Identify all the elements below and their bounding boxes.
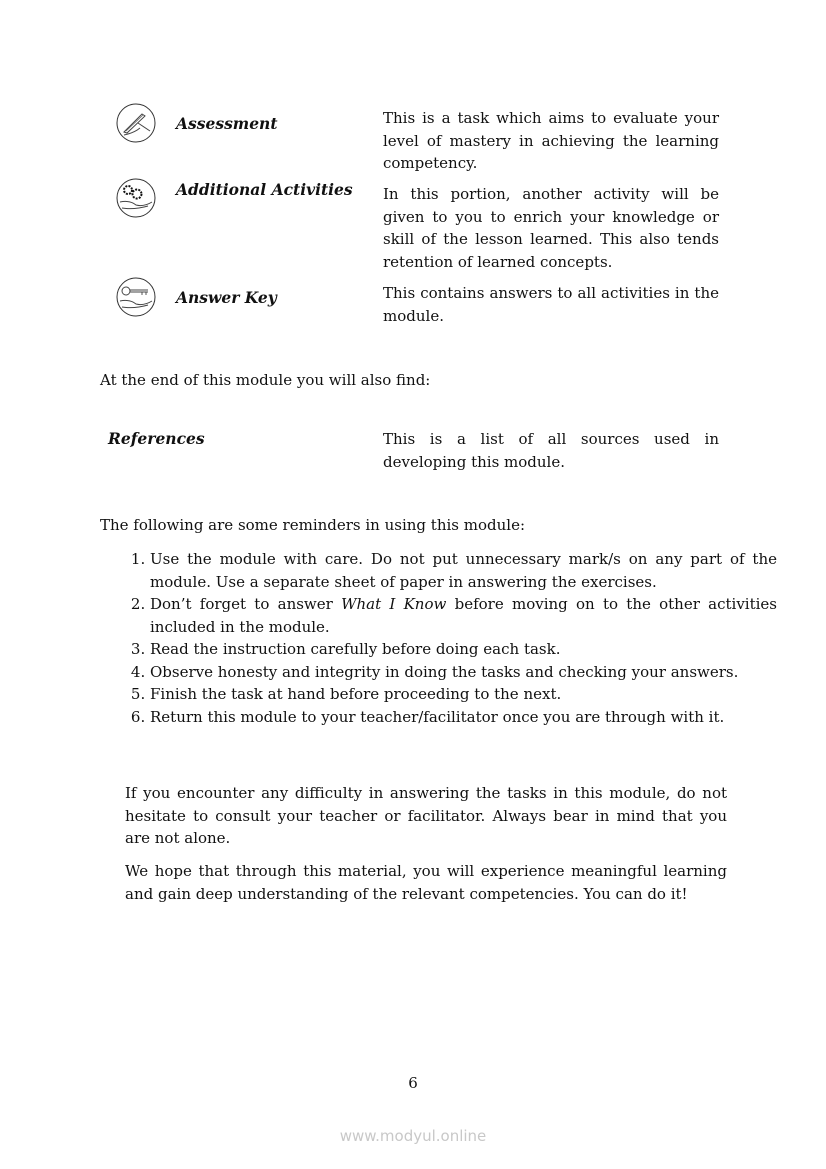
additional-activities-label: Additional Activities: [176, 180, 353, 199]
closing-paragraph: We hope that through this material, you will experience meaningful learning and gain deep understanding of the relevant competencies. You can do it!: [125, 862, 727, 903]
hand-gears-icon: [116, 178, 156, 218]
list-item: 6. Return this module to your teacher/facilitator once you are through with it.: [150, 706, 777, 729]
list-item: [150, 593, 777, 638]
text: before moving on to the other activities included in the module.: [150, 595, 777, 636]
reminders-intro: The following are some reminders in using this module:: [100, 516, 525, 534]
references-description: This is a list of all sources used in developing this module.: [383, 430, 719, 471]
list-item: 1. Use the module with care. Do not put unnecessary mark/s on any part of the module. Use a separate sheet of paper in answering the exercises.: [150, 548, 777, 593]
closing-paragraph: If you encounter any difficulty in answering the tasks in this module, do not hesitate to consult your teacher or facilitator. Always bear in mind that you are not alone.: [125, 784, 727, 847]
emphasis-text: What I Know: [341, 595, 447, 613]
list-item: 4. Observe honesty and integrity in doing the tasks and checking your answers.: [150, 661, 777, 684]
hand-key-icon: [116, 277, 156, 317]
reminders-list: [100, 548, 777, 728]
hand-writing-icon: [116, 103, 156, 143]
end-intro: At the end of this module you will also find:: [100, 371, 431, 389]
watermark: www.modyul.online: [339, 1127, 487, 1145]
assessment-description: This is a task which aims to evaluate your level of mastery in achieving the learning competency.: [383, 109, 719, 172]
text: Don’t forget to answer: [150, 595, 342, 613]
answer-key-description: This contains answers to all activities in the module.: [383, 284, 719, 325]
assessment-label: Assessment: [176, 114, 278, 133]
references-label: References: [108, 429, 205, 448]
answer-key-label: Answer Key: [176, 288, 277, 307]
list-item: 3. Read the instruction carefully before doing each task.: [150, 638, 777, 661]
list-item: 5. Finish the task at hand before proceeding to the next.: [150, 683, 777, 706]
additional-activities-description: In this portion, another activity will be given to you to enrich your knowledge or skill of the lesson learned. This also tends retention of learned concepts.: [383, 185, 719, 271]
page-number: 6: [408, 1074, 418, 1092]
